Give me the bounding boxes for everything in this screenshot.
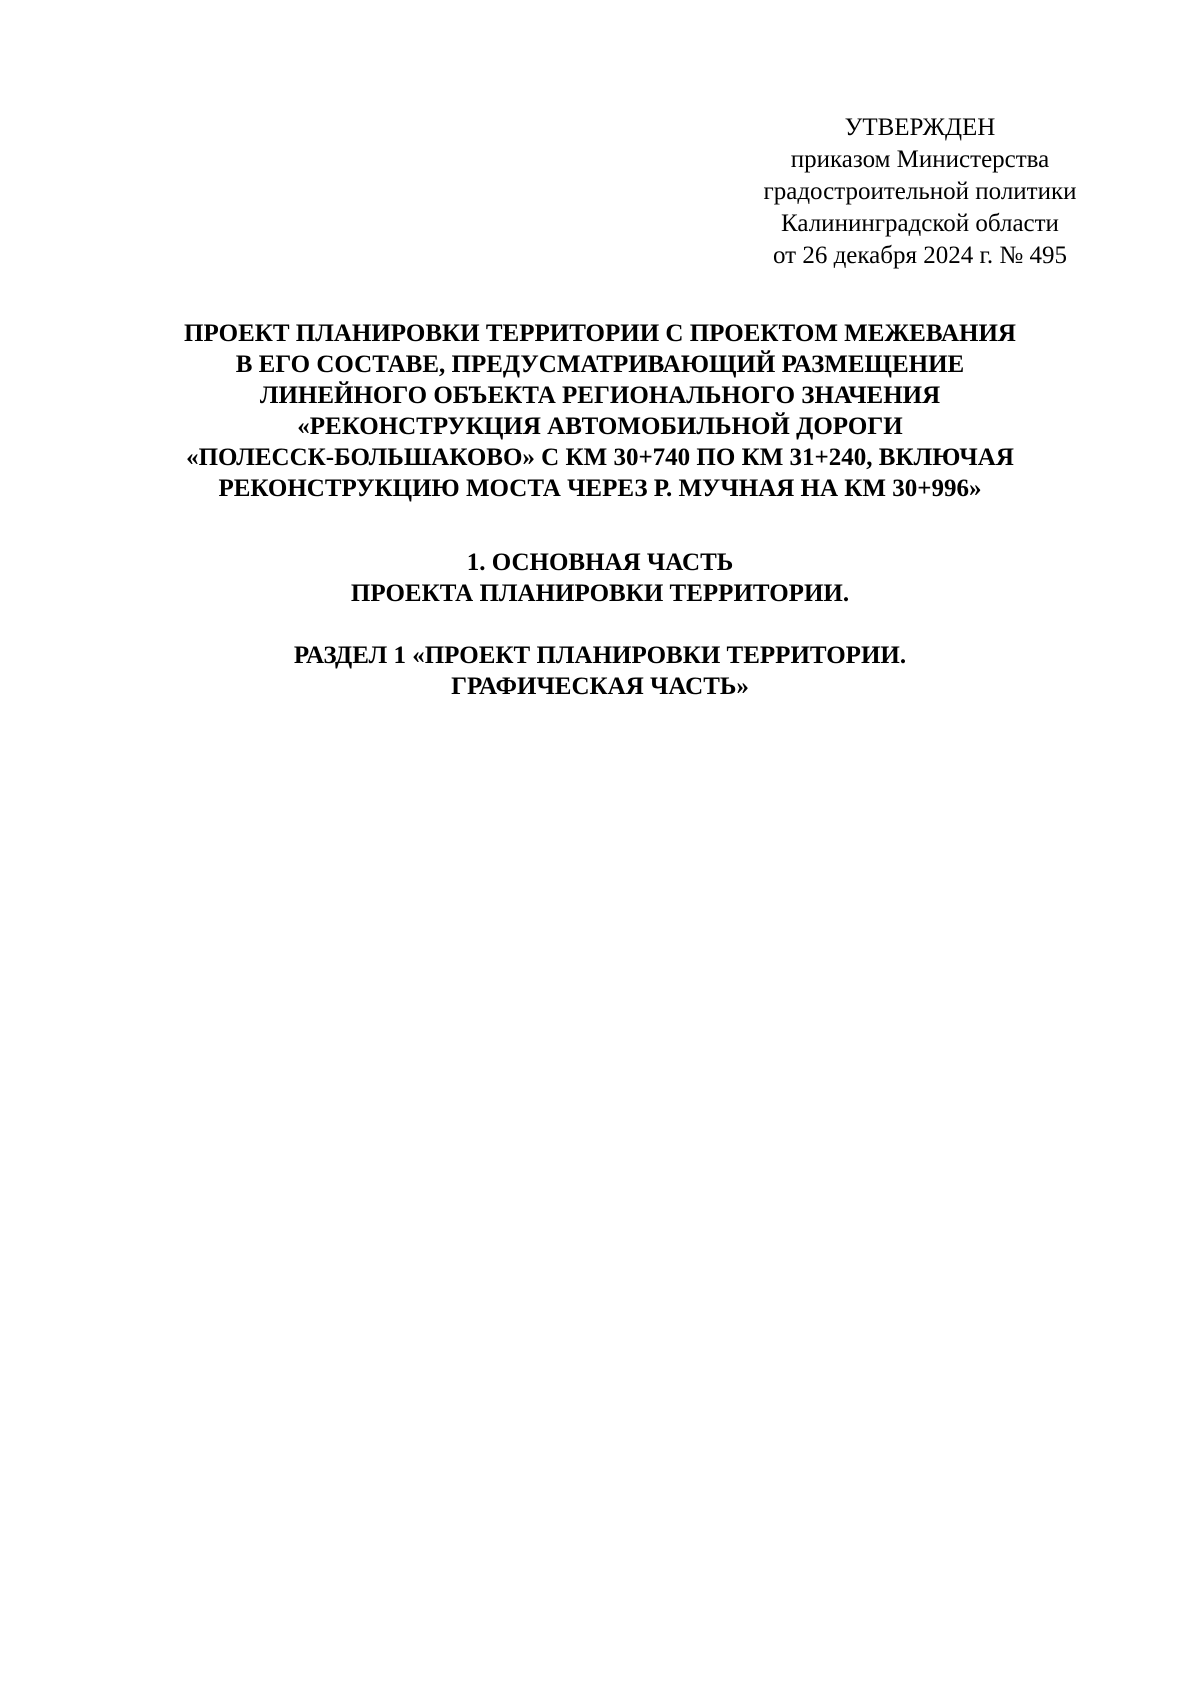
document-title [120,318,1080,504]
part-heading [120,547,1080,609]
part-heading-line: ПРОЕКТА ПЛАНИРОВКИ ТЕРРИТОРИИ. [350,580,850,607]
title-line: «ПОЛЕССК-БОЛЬШАКОВО» С КМ 30+740 ПО КМ 31+240, ВКЛЮЧАЯ [186,444,1014,471]
title-line: В ЕГО СОСТАВЕ, ПРЕДУСМАТРИВАЮЩИЙ РАЗМЕЩЕНИЕ [235,351,965,378]
approval-line-ministry: градостроительной политики [763,178,1077,205]
section-heading-line: РАЗДЕЛ 1 «ПРОЕКТ ПЛАНИРОВКИ ТЕРРИТОРИИ. [293,642,907,669]
approval-line-date-number: от 26 декабря 2024 г. № 495 [772,242,1068,269]
title-line: «РЕКОНСТРУКЦИЯ АВТОМОБИЛЬНОЙ ДОРОГИ [297,413,903,440]
approval-stamp [700,112,1140,272]
section-heading [120,640,1080,702]
title-line: РЕКОНСТРУКЦИЮ МОСТА ЧЕРЕЗ Р. МУЧНАЯ НА КМ 30+996» [218,475,982,502]
approval-line-by-order: приказом Министерства [790,146,1050,173]
approval-line-region: Калининградской области [781,210,1059,237]
section-heading-line: ГРАФИЧЕСКАЯ ЧАСТЬ» [451,673,749,700]
title-line: ЛИНЕЙНОГО ОБЪЕКТА РЕГИОНАЛЬНОГО ЗНАЧЕНИЯ [259,382,941,409]
title-line: ПРОЕКТ ПЛАНИРОВКИ ТЕРРИТОРИИ С ПРОЕКТОМ МЕЖЕВАНИЯ [184,320,1016,347]
approval-line-status: УТВЕРЖДЕН [844,114,996,141]
part-heading-line: 1. ОСНОВНАЯ ЧАСТЬ [466,549,734,576]
